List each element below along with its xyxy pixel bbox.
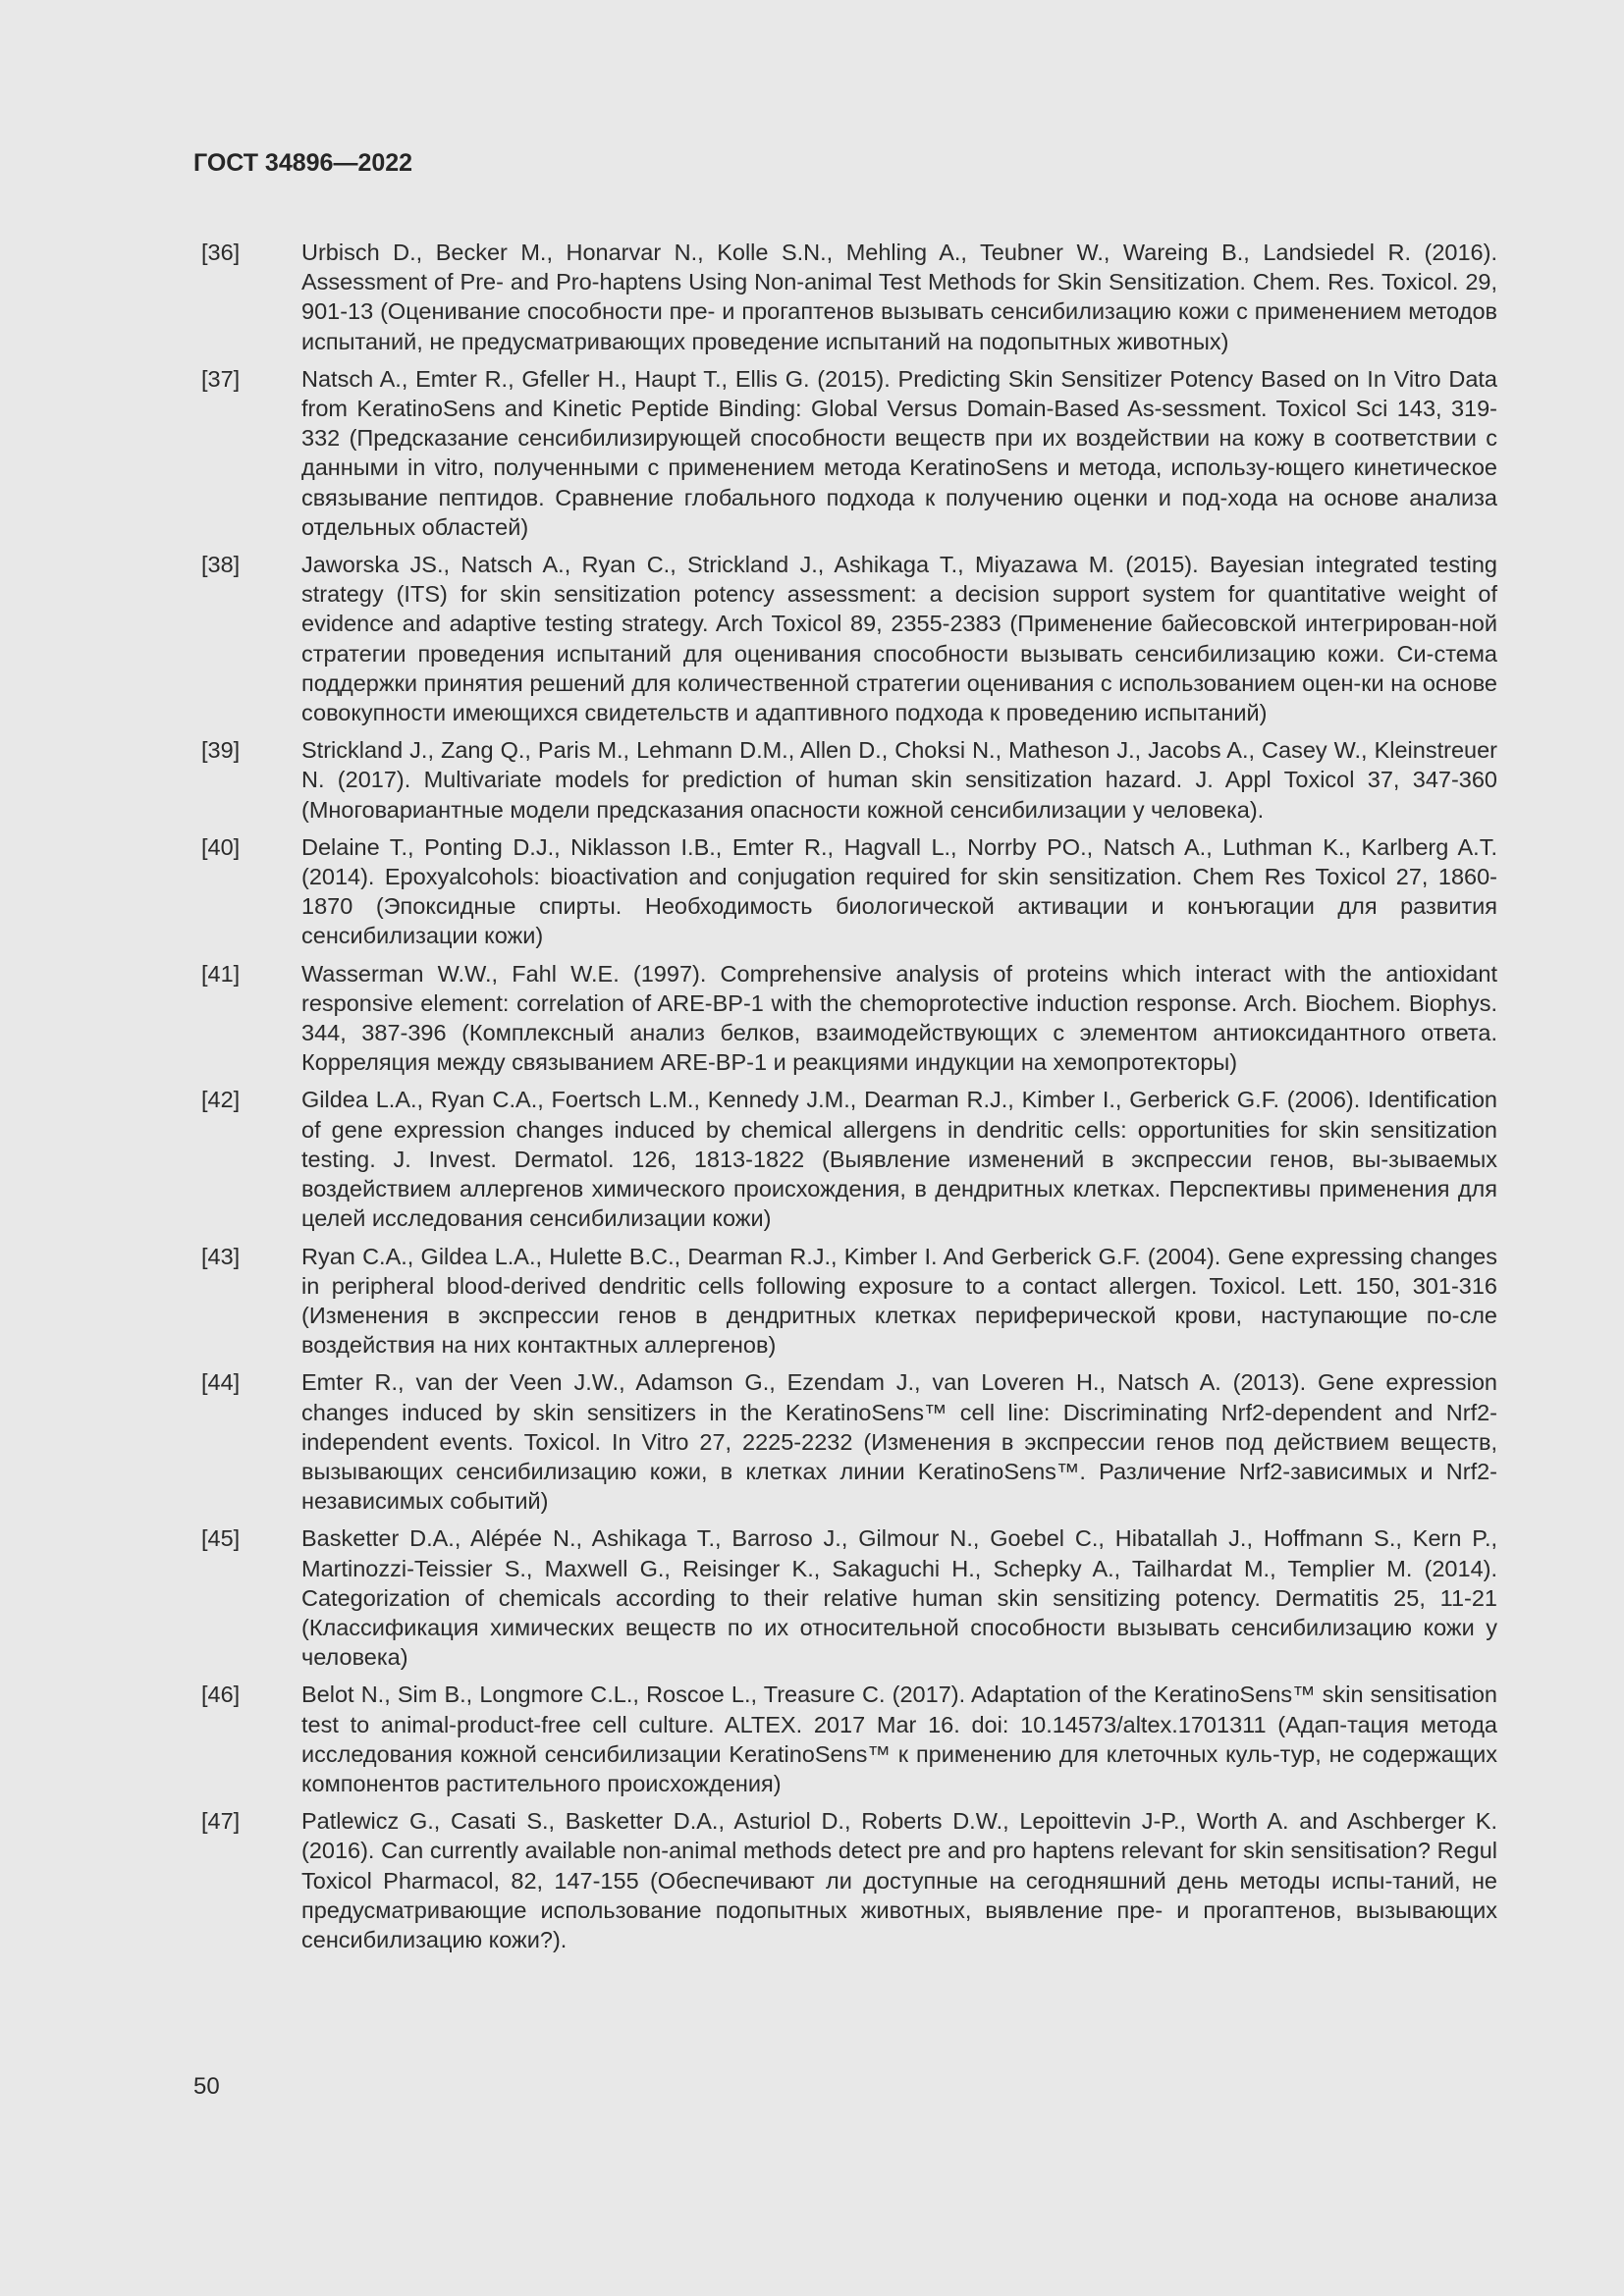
reference-number: [36]: [201, 240, 241, 265]
reference-number: [42]: [201, 1087, 241, 1113]
reference-item: [201, 1523, 1497, 1672]
reference-text: Urbisch D., Becker M., Honarvar N., Kolle S.N., Mehling A., Teubner W., Wareing B., Landsiedel R. (2016). Assessment of Pre- and Pro-haptens Using Non-animal Test Methods for Skin Sensitization. Chem. Res. Toxicol. 29, 901-13 (Оценивание способности пре- и прогаптенов вызывать сенсибилизацию кожи с применением методов испытаний, не предусматривающих проведение испытаний на подопытных животных): [301, 240, 1497, 354]
reference-number: [41]: [201, 960, 241, 987]
reference-number: [45]: [201, 1525, 241, 1552]
reference-item: [201, 1806, 1497, 1954]
reference-text: Wasserman W.W., Fahl W.E. (1997). Comprehensive analysis of proteins which interact with the antioxidant responsive element: correlation of ARE-BP-1 with the chemoprotective induction response. Arch. Biochem. Biophys. 344, 387-396 (Комплексный анализ белков, взаимодействующих с элементом антиоксидантного ответа. Корреляция между связыванием ARE-BP-1 и реакциями индукции на хемопротекторы): [301, 960, 1497, 1076]
reference-item: [201, 832, 1497, 951]
reference-number: [46]: [201, 1682, 241, 1708]
reference-item: [201, 238, 1497, 356]
reference-item: [201, 735, 1497, 825]
reference-text: Natsch A., Emter R., Gfeller H., Haupt T., Ellis G. (2015). Predicting Skin Sensitizer Potency Based on In Vitro Data from KeratinoSens and Kinetic Peptide Binding: Global Versus Domain-Based As-sessment. Toxicol Sci 143, 319-332 (Предсказание сенсибилизирующей способности веществ при их воздействии на кожу в соответствии с данными in vitro, полученными с применением метода KeratinoSens и метода, использу-ющего кинетическое связывание пептидов. Сравнение глобального подхода к получению оценки и под-хода на основе анализа отдельных областей): [301, 365, 1497, 540]
reference-text: Patlewicz G., Casati S., Basketter D.A., Asturiol D., Roberts D.W., Lepoittevin J-P., Worth A. and Aschberger K. (2016). Can currently available non-animal methods detect pre and pro haptens relevant for skin sensitisation? Regul Toxicol Pharmacol, 82, 147-155 (Обеспечивают ли доступные на сегодняшний день методы испы-таний, не предусматривающие использование подопытных животных, выявление пре- и прогаптенов, вызывающих сенсибилизацию кожи?).: [301, 1808, 1497, 1952]
reference-text: Emter R., van der Veen J.W., Adamson G., Ezendam J., van Loveren H., Natsch A. (2013). Gene expression changes induced by skin sensitizers in the KeratinoSens™ cell line: Discriminating Nrf2-dependent and Nrf2-independent events. Toxicol. In Vitro 27, 2225-2232 (Изменения в экспрессии генов под действием веществ, вызывающих сенсибилизацию кожи, в клетках линии KeratinoSens™. Различение Nrf2-зависимых и Nrf2-независимых событий): [301, 1369, 1497, 1515]
page-number: 50: [193, 2073, 220, 2100]
reference-item: [201, 959, 1497, 1078]
reference-item: [201, 1680, 1497, 1798]
reference-number: [44]: [201, 1369, 241, 1396]
reference-text: Strickland J., Zang Q., Paris M., Lehmann D.M., Allen D., Choksi N., Matheson J., Jacobs A., Casey W., Kleinstreuer N. (2017). Multivariate models for prediction of human skin sensitization hazard. J. Appl Toxicol 37, 347-360 (Многовариантные модели предсказания опасности кожной сенсибилизации у человека).: [301, 737, 1497, 823]
reference-number: [38]: [201, 552, 241, 578]
reference-text: Basketter D.A., Alépée N., Ashikaga T., Barroso J., Gilmour N., Goebel C., Hibatallah J., Hoffmann S., Kern P., Martinozzi-Teissier S., Maxwell G., Reisinger K., Sakaguchi H., Schepky A., Tailhardat M., Templier M. (2014). Categorization of chemicals according to their relative human skin sensitizing potency. Dermatitis 25, 11-21 (Классификация химических веществ по их относительной способности вызывать сенсибилизацию кожи у человека): [301, 1525, 1497, 1671]
reference-text: Belot N., Sim B., Longmore C.L., Roscoe L., Treasure C. (2017). Adaptation of the KeratinoSens™ skin sensitisation test to animal-product-free cell culture. ALTEX. 2017 Mar 16. doi: 10.14573/altex.1701311 (Адап-тация метода исследования кожной сенсибилизации KeratinoSens™ к применению для клеточных куль-тур, не содержащих компонентов растительного происхождения): [301, 1682, 1497, 1796]
reference-item: [201, 550, 1497, 727]
reference-list: [201, 238, 1497, 1962]
reference-text: Delaine T., Ponting D.J., Niklasson I.B., Emter R., Hagvall L., Norrby PO., Natsch A., Luthman K., Karlberg A.T. (2014). Epoxyalcohols: bioactivation and conjugation required for skin sensitization. Chem Res Toxicol 27, 1860-1870 (Эпоксидные спирты. Необходимость биологической активации и конъюгации для развития сенсибилизации кожи): [301, 833, 1497, 949]
reference-item: [201, 1085, 1497, 1233]
reference-item: [201, 1242, 1497, 1361]
reference-text: Gildea L.A., Ryan C.A., Foertsch L.M., Kennedy J.M., Dearman R.J., Kimber I., Gerberick G.F. (2006). Identification of gene expression changes induced by chemical allergens in dendritic cells: opportunities for skin sensitization testing. J. Invest. Dermatol. 126, 1813-1822 (Выявление изменений в экспрессии генов, вы-зываемых воздействием аллергенов химического происхождения, в дендритных клетках. Перспективы применения для целей исследования сенсибилизации кожи): [301, 1087, 1497, 1232]
reference-number: [43]: [201, 1243, 241, 1269]
reference-number: [39]: [201, 737, 241, 764]
document-header: ГОСТ 34896—2022: [193, 149, 413, 177]
reference-text: Ryan C.A., Gildea L.A., Hulette B.C., Dearman R.J., Kimber I. And Gerberick G.F. (2004). Gene expressing changes in peripheral blood-derived dendritic cells following exposure to a contact allergen. Toxicol. Lett. 150, 301-316 (Изменения в экспрессии генов в дендритных клетках периферической крови, наступающие по-сле воздействия на них контактных аллергенов): [301, 1243, 1497, 1359]
reference-item: [201, 364, 1497, 542]
reference-text: Jaworska JS., Natsch A., Ryan C., Strickland J., Ashikaga T., Miyazawa M. (2015). Bayesian integrated testing strategy (ITS) for skin sensitization potency assessment: a decision support system for quantitative weight of evidence and adaptive testing strategy. Arch Toxicol 89, 2355-2383 (Применение байесовской интегрирован-ной стратегии проведения испытаний для оценивания способности вызывать сенсибилизацию кожи. Си-стема поддержки принятия решений для количественной стратегии оценивания с использованием оцен-ки на основе совокупности имеющихся свидетельств и адаптивного подхода к проведению испытаний): [301, 552, 1497, 726]
reference-item: [201, 1367, 1497, 1516]
reference-number: [47]: [201, 1808, 241, 1835]
reference-number: [40]: [201, 833, 241, 860]
reference-number: [37]: [201, 365, 241, 392]
